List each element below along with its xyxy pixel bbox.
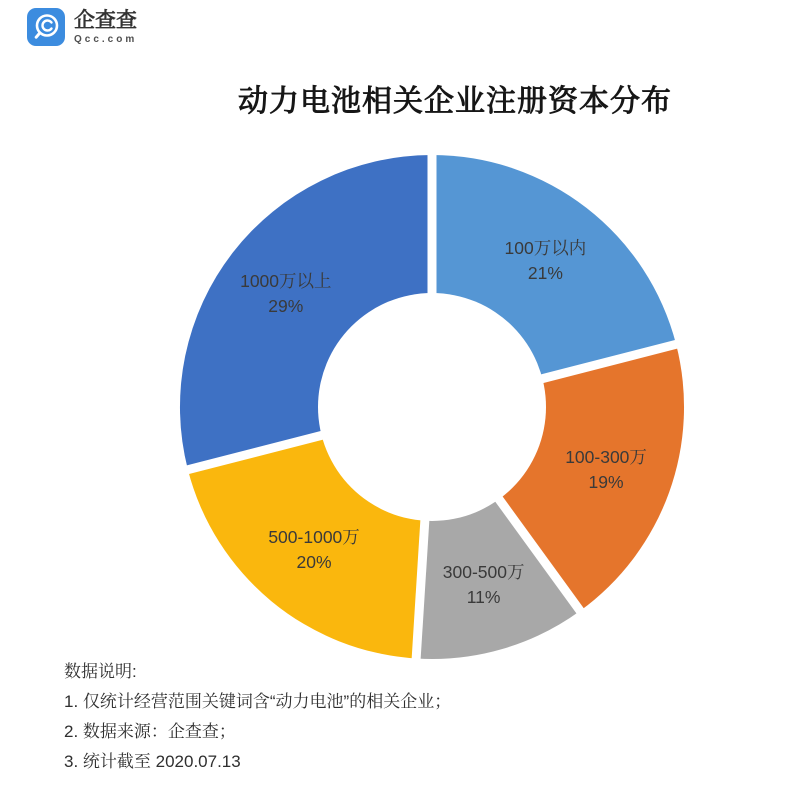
chart-title: 动力电池相关企业注册资本分布 bbox=[238, 85, 672, 118]
logo-name: 企查查 bbox=[74, 9, 137, 32]
slice-label-1 bbox=[565, 445, 647, 495]
slice-label-value: 11% bbox=[466, 586, 501, 607]
slice-label-0 bbox=[505, 236, 587, 286]
slice-label-2 bbox=[443, 560, 525, 610]
slice-label-value: 21% bbox=[527, 262, 563, 283]
slice-label-category: 100-300万 bbox=[565, 446, 647, 467]
note-item: 3. 统计截至 2020.07.13 bbox=[64, 752, 241, 771]
note-item: 2. 数据来源：企查查； bbox=[64, 722, 236, 741]
note-item: 1. 仅统计经营范围关键词含“动力电池”的相关企业； bbox=[64, 692, 452, 711]
slice-label-category: 300-500万 bbox=[442, 561, 525, 582]
slice-label-3 bbox=[268, 525, 359, 575]
slice-label-category: 100万以内 bbox=[504, 237, 587, 258]
slice-label-value: 20% bbox=[296, 551, 332, 572]
slice-label-value: 19% bbox=[588, 471, 624, 492]
slice-label-4 bbox=[240, 269, 331, 319]
slice-label-category: 1000万以上 bbox=[240, 270, 332, 291]
logo-domain: Qcc.com bbox=[74, 34, 138, 45]
slice-label-value: 29% bbox=[268, 295, 304, 316]
slice-label-category: 500-1000万 bbox=[268, 526, 360, 547]
data-notes bbox=[64, 662, 451, 782]
donut-hole bbox=[318, 293, 546, 521]
notes-heading: 数据说明: bbox=[64, 662, 137, 681]
